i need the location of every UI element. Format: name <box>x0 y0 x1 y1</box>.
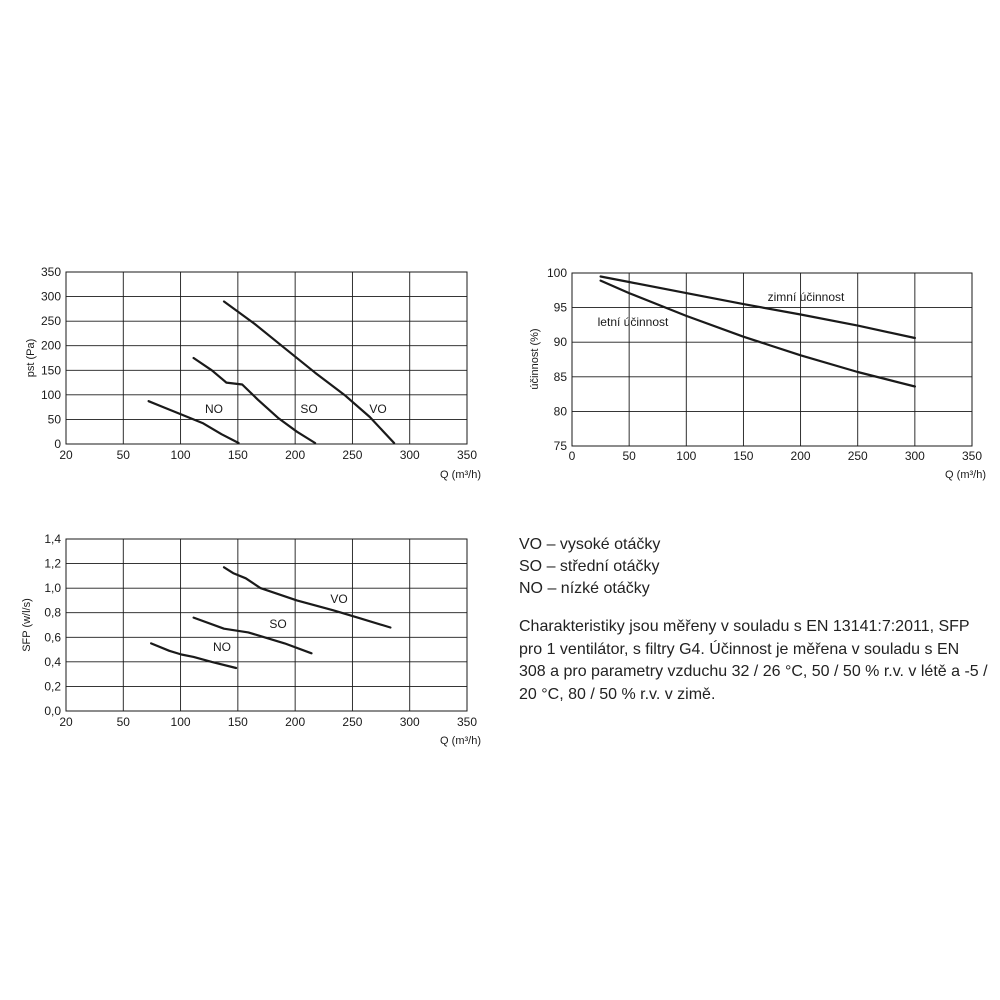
y-tick-label: 100 <box>546 266 567 280</box>
y-axis-label: účinnost (%) <box>529 328 541 390</box>
legend-vo: VO – vysoké otáčky <box>519 536 661 553</box>
y-tick-label: 80 <box>553 404 567 419</box>
series-line-so <box>194 618 312 654</box>
y-tick-label: 50 <box>47 412 61 427</box>
y-tick-label: 200 <box>40 338 61 353</box>
x-tick-label: 250 <box>847 449 868 463</box>
x-tick-label: 50 <box>116 715 130 729</box>
y-tick-label: 0,8 <box>44 605 61 620</box>
measurement-note-text: Charakteristiky jsou měřeny v souladu s EN 13141:7:2011, SFP pro 1 ventilátor, s filtry G4. Účinnost je měřena v souladu s EN 308 a pro parametry vzduchu 32 / 26 °C, 50 / 50 % r.v. v létě a -5 / 20 °C, 80 / 50 % r.v. v zimě. <box>519 618 988 703</box>
y-tick-label: 90 <box>553 335 567 350</box>
x-tick-label: 150 <box>227 715 248 729</box>
y-tick-label: 95 <box>553 300 567 315</box>
series-label: zimní účinnost <box>767 290 845 304</box>
series-label: NO <box>205 402 223 416</box>
y-tick-label: 0,4 <box>44 654 61 669</box>
y-tick-label: 0 <box>54 437 61 451</box>
y-axis-label: SFP (w/l/s) <box>21 598 33 652</box>
x-axis-label: Q (m³/h) <box>440 735 481 747</box>
y-tick-label: 0,0 <box>44 704 61 718</box>
y-tick-label: 150 <box>40 363 61 378</box>
x-tick-label: 250 <box>342 715 363 729</box>
x-axis-label: Q (m³/h) <box>945 469 986 481</box>
plot-frame <box>66 539 467 711</box>
measurement-note <box>519 616 989 706</box>
y-tick-label: 100 <box>40 387 61 402</box>
x-tick-label: 300 <box>399 448 420 462</box>
x-tick-label: 350 <box>961 449 983 463</box>
speed-legend <box>519 534 660 600</box>
x-tick-label: 20 <box>59 448 73 462</box>
x-tick-label: 100 <box>676 449 697 463</box>
series-label: VO <box>330 592 348 606</box>
legend-so: SO – střední otáčky <box>519 558 660 575</box>
x-tick-label: 200 <box>790 449 811 463</box>
x-tick-label: 350 <box>456 715 478 729</box>
y-tick-label: 1,2 <box>44 556 61 571</box>
x-tick-label: 50 <box>116 448 130 462</box>
x-tick-label: 100 <box>170 448 191 462</box>
x-tick-label: 300 <box>904 449 925 463</box>
y-tick-label: 85 <box>553 369 567 384</box>
y-tick-label: 300 <box>40 289 61 304</box>
x-tick-label: 0 <box>568 449 576 463</box>
x-tick-label: 350 <box>456 448 478 462</box>
x-tick-label: 200 <box>285 448 306 462</box>
series-label: NO <box>213 640 231 654</box>
series-label: SO <box>269 617 287 631</box>
x-tick-label: 150 <box>733 449 754 463</box>
x-tick-label: 250 <box>342 448 363 462</box>
x-tick-label: 20 <box>59 715 73 729</box>
y-tick-label: 75 <box>553 439 567 453</box>
x-tick-label: 150 <box>227 448 248 462</box>
y-tick-label: 0,6 <box>44 630 61 645</box>
y-tick-label: 1,0 <box>44 581 61 596</box>
y-tick-label: 1,4 <box>44 532 61 546</box>
series-line-vo <box>224 567 390 627</box>
legend-no: NO – nízké otáčky <box>519 580 650 597</box>
x-tick-label: 50 <box>622 449 636 463</box>
x-axis-label: Q (m³/h) <box>440 469 481 481</box>
y-tick-label: 250 <box>40 314 61 329</box>
y-tick-label: 0,2 <box>44 679 61 694</box>
series-label: SO <box>300 402 318 416</box>
y-axis-label: pst (Pa) <box>25 338 37 378</box>
x-tick-label: 300 <box>399 715 420 729</box>
x-tick-label: 200 <box>285 715 306 729</box>
series-label: letní účinnost <box>597 315 669 329</box>
series-label: VO <box>369 402 387 416</box>
y-tick-label: 350 <box>40 265 61 279</box>
x-tick-label: 100 <box>170 715 191 729</box>
